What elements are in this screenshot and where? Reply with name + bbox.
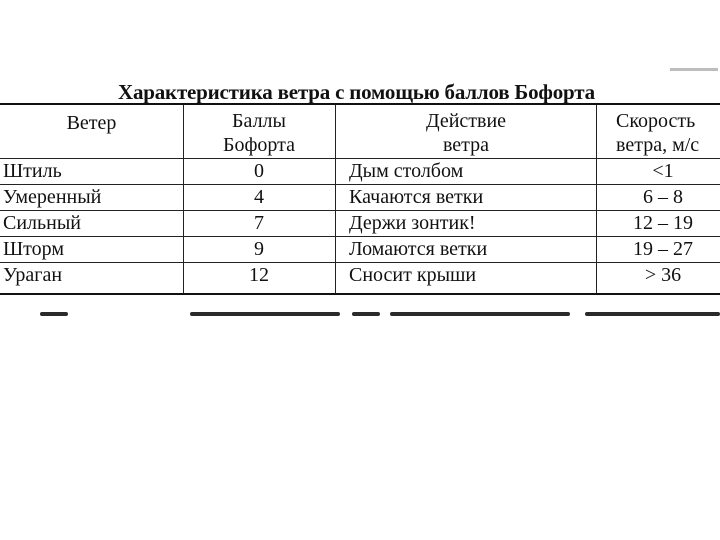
scan-artifact (670, 68, 718, 71)
table-row-wind: Сильный (3, 212, 81, 234)
table-row-action: Ломаются ветки (349, 238, 488, 260)
table-row-action: Сносит крыши (349, 264, 477, 286)
header-wind (0, 111, 183, 135)
table-row-beaufort: 12 (249, 264, 269, 286)
table-row-wind: Штиль (3, 160, 62, 182)
column-divider (596, 105, 597, 293)
table-row-beaufort: 0 (254, 160, 264, 182)
header-speed (616, 109, 699, 157)
table-row-action: Дым столбом (349, 160, 464, 182)
header-beaufort-line2: Бофорта (222, 134, 296, 156)
header-speed-line1: Скорость (616, 110, 696, 132)
header-action-line1: Действие (425, 110, 507, 132)
ink-fragment (190, 312, 340, 316)
ink-fragment (40, 312, 68, 316)
table-row-action: Качаются ветки (349, 186, 484, 208)
table-row-speed: <1 (652, 160, 674, 182)
header-action (336, 109, 596, 157)
ink-fragment (585, 312, 720, 316)
table-row-wind: Шторм (3, 238, 65, 260)
header-wind-label: Ветер (66, 112, 117, 134)
header-beaufort (184, 109, 334, 157)
table-title: Характеристика ветра с помощью баллов Бофорта (118, 80, 595, 104)
table-row-speed: 12 – 19 (633, 212, 693, 234)
ink-fragment (390, 312, 570, 316)
header-beaufort-line1: Баллы (232, 110, 286, 132)
table-row-speed: 6 – 8 (643, 186, 683, 208)
table-row-beaufort: 7 (254, 212, 264, 234)
header-action-line2: ветра (442, 134, 490, 156)
cropped-text-line (40, 306, 720, 318)
beaufort-table (0, 103, 720, 295)
table-row-speed: > 36 (644, 264, 682, 286)
table-row-speed: 19 – 27 (633, 238, 693, 260)
table-row-action: Держи зонтик! (349, 212, 476, 234)
table-row-wind: Умеренный (3, 186, 102, 208)
table-row-wind: Ураган (3, 264, 63, 286)
ink-fragment (352, 312, 380, 316)
table-row-beaufort: 9 (254, 238, 264, 260)
table-row-beaufort: 4 (254, 186, 264, 208)
header-speed-line2: ветра, м/с (616, 134, 700, 156)
